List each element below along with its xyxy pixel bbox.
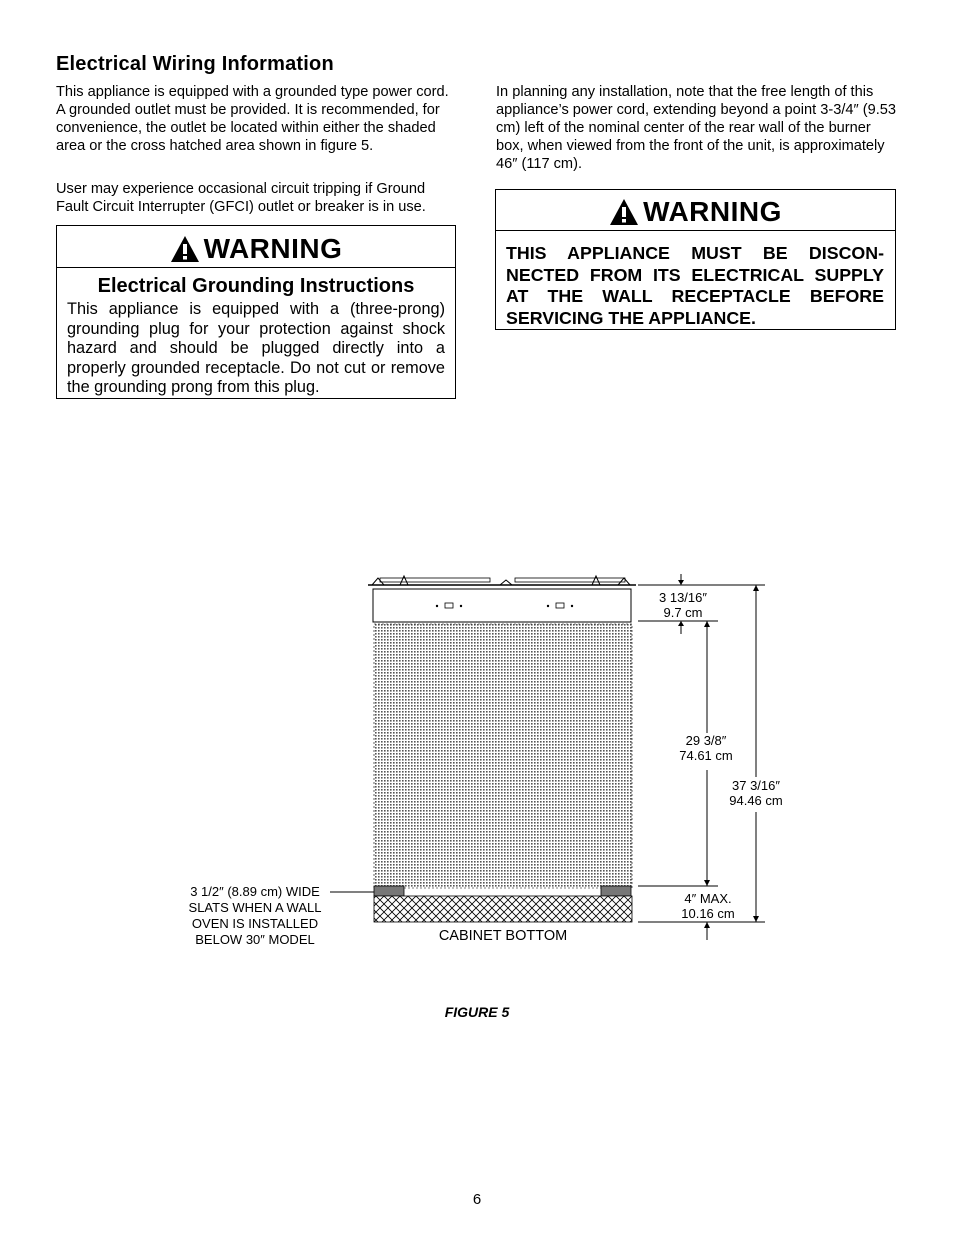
dim-mid-inches: 29 3/8″ [685, 733, 727, 748]
right-slat [601, 886, 631, 896]
wiring-paragraph-1: This appliance is equipped with a grounded type power cord. A grounded outlet must be provided. It is recommended, for convenience, the outlet be located within either the shaded area or the cross hatched area shown in figure 5. [56, 84, 449, 154]
dim-bottom-inches: 4″ MAX. [684, 891, 732, 906]
cross-hatched-area [374, 896, 632, 922]
grounding-text: This appliance is equipped with a (three-prong) grounding plug for your protection against shock hazard and should be plugged directly into a properly grounded receptacle. Do not cut or remove the grounding prong from this plug. [67, 300, 445, 397]
dim-total-cm: 94.46 cm [729, 793, 783, 808]
slats-note-line-4: BELOW 30″ MODEL [195, 932, 315, 947]
dim-bottom-cm: 10.16 cm [681, 906, 735, 921]
dim-top-cm: 9.7 cm [663, 605, 703, 620]
slats-note-line-2: SLATS WHEN A WALL [188, 900, 322, 915]
left-slat [374, 886, 404, 896]
shaded-outlet-area [374, 624, 632, 888]
dim-top-inches: 3 13/16″ [659, 590, 707, 605]
dim-mid-cm: 74.61 cm [679, 748, 733, 763]
warning-triangle-icon [170, 235, 200, 263]
disconnect-warning-header [496, 194, 895, 231]
control-panel [373, 589, 631, 622]
dim-total-inches: 37 3/16″ [732, 778, 780, 793]
figure-caption: FIGURE 5 [444, 1004, 510, 1020]
disconnect-warning-box [495, 189, 896, 330]
page-number: 6 [472, 1191, 482, 1208]
disconnect-warning-heading: WARNING [643, 196, 782, 227]
wiring-paragraph-2: User may experience occasional circuit tripping if Ground Fault Circuit Interrupter (GFCI) outlet or breaker is in use. [56, 181, 426, 215]
grounding-warning-box [56, 225, 456, 399]
wiring-paragraph-3: In planning any installation, note that the free length of this appliance’s power cord, extending beyond a point 3-3/4″ (9.53 cm) left of the nominal center of the rear wall of the burner box, when viewed from the front of the unit, is approximately 46″ (117 cm). [496, 84, 897, 172]
grounding-title: Electrical Grounding Instructions [97, 275, 415, 297]
warning-triangle-icon [609, 198, 639, 226]
slats-note-line-1: 3 1/2″ (8.89 cm) WIDE [190, 884, 320, 899]
grounding-warning-header [57, 231, 455, 268]
cooktop-top [368, 576, 636, 585]
slats-note-line-3: OVEN IS INSTALLED [191, 916, 319, 931]
cabinet-bottom-label: CABINET BOTTOM [438, 928, 568, 944]
figure-5-diagram [0, 560, 954, 960]
disconnect-text: THIS APPLIANCE MUST BE DISCON-NECTED FROM ITS ELECTRICAL SUPPLY AT THE WALL RECEPTACLE BEFORE SERVICING THE APPLIANCE. [506, 243, 884, 328]
section-title: Electrical Wiring Information [56, 53, 334, 75]
grounding-warning-heading: WARNING [203, 233, 343, 264]
